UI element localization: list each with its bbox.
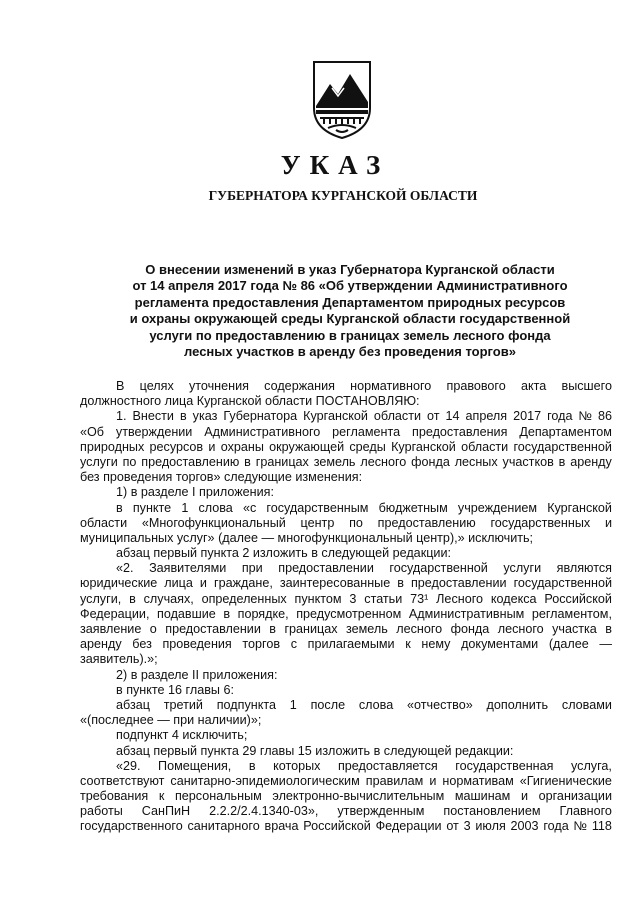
body-line: работы СанПиН 2.2.2/2.4.1340-03», утвержденным постановлением Главного — [80, 804, 612, 819]
body-line: абзац третий подпункта 1 после слова «отчество» дополнить словами — [116, 697, 612, 712]
title-line: и охраны окружающей среды Курганской области государственной — [129, 311, 571, 327]
body-line: «Об утверждении Административного регламента предоставления Департаментом — [80, 424, 612, 439]
body-line: муниципальных услуг» (далее — многофункциональный центр),» исключить; — [80, 530, 534, 545]
body-line: должностного лица Курганской области ПОСТАНОВЛЯЮ: — [80, 394, 420, 409]
document-body — [80, 379, 612, 835]
body-line: в пункте 16 главы 6: — [116, 682, 234, 697]
body-line: в пункте 1 слова «с государственным бюджетным учреждением Курганской — [116, 500, 612, 515]
document-title — [100, 262, 600, 360]
body-line: аренду без проведения торгов с прилагаемыми к нему документами (далее — — [80, 637, 612, 652]
body-line: услуги, в случаях, определенных пунктом 3 статьи 73¹ Лесного кодекса Российской — [80, 591, 612, 606]
body-line: услуги по предоставлению в границах земель лесного фонда лесных участков в аренду — [80, 454, 612, 469]
body-line: без проведения торгов» следующие изменения: — [80, 470, 363, 485]
body-line: «(последнее — при наличии)»; — [80, 713, 262, 728]
body-line: абзац первый пункта 29 главы 15 изложить в следующей редакции: — [116, 743, 514, 758]
body-line: подпункт 4 исключить; — [116, 728, 248, 743]
coat-of-arms-icon — [310, 58, 374, 142]
body-line: абзац первый пункта 2 изложить в следующей редакции: — [116, 546, 451, 561]
body-line: области «Многофункциональный центр по предоставлению государственных и — [80, 515, 612, 530]
body-line: заявитель).»; — [80, 652, 158, 667]
title-line: регламента предоставления Департаментом природных ресурсов — [134, 294, 566, 310]
body-line: «29. Помещения, в которых предоставляется государственная услуга, — [116, 758, 612, 773]
body-line: 1. Внести в указ Губернатора Курганской области от 14 апреля 2017 года № 86 — [116, 409, 612, 424]
body-line: юридические лица и граждане, заинтересованные в предоставлении государственной — [80, 576, 612, 591]
body-line: природных ресурсов и охраны окружающей среды Курганской области государственной — [80, 439, 612, 454]
title-line: от 14 апреля 2017 года № 86 «Об утверждении Административного — [132, 278, 568, 294]
body-line: государственного санитарного врача Российской Федерации от 3 июля 2003 года № 118 — [80, 819, 612, 834]
body-line: 2) в разделе II приложения: — [116, 667, 278, 682]
document-type: УКАЗ — [280, 150, 390, 180]
body-line: требования к персональным электронно-вычислительным машинам и организации — [80, 789, 612, 804]
issuer-line: ГУБЕРНАТОРА КУРГАНСКОЙ ОБЛАСТИ — [208, 188, 478, 203]
body-line: Федерации, подавшие в порядке, предусмотренном Административным регламентом, — [80, 606, 612, 621]
body-line: В целях уточнения содержания нормативного правового акта высшего — [116, 379, 612, 393]
title-line: услуги по предоставлению в границах земель лесного фонда — [149, 327, 551, 343]
body-line: заявление о предоставлении в границах земель лесного фонда лесного участка в — [80, 622, 612, 636]
body-line: 1) в разделе I приложения: — [116, 485, 274, 500]
title-line: О внесении изменений в указ Губернатора Курганской области — [145, 262, 555, 277]
body-line: «2. Заявителями при предоставлении государственной услуги являются — [116, 561, 612, 576]
body-line: соответствуют санитарно-эпидемиологическим правилам и нормативам «Гигиенические — [80, 773, 612, 788]
title-line: лесных участков в аренду без проведения торгов» — [184, 344, 516, 360]
